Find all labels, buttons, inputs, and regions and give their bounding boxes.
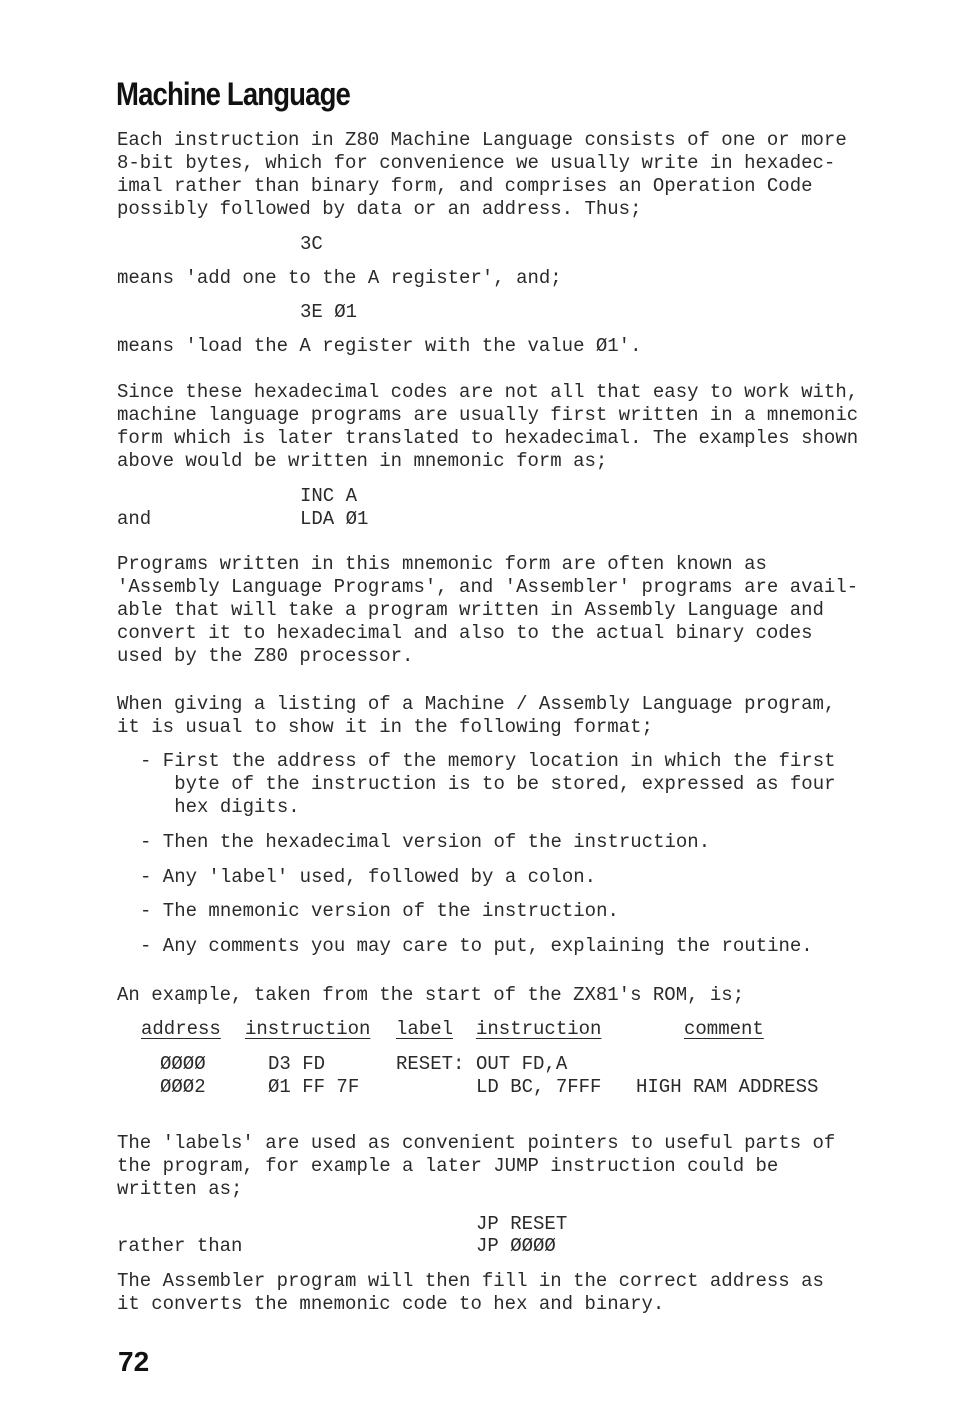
row-hex: D3 FD [268, 1053, 326, 1075]
code-explanation-inc: means 'add one to the A register', and; [117, 267, 562, 289]
listing-format-paragraph: When giving a listing of a Machine / Assembly Language program, it is usual to show it in the following format; [117, 693, 836, 738]
row-address: ØØØØ [160, 1053, 206, 1075]
column-header-address: address [141, 1018, 221, 1040]
code-example-inc: 3C [300, 233, 323, 255]
mnemonic-example-inc: INC A [300, 485, 358, 507]
format-item-mnemonic: - The mnemonic version of the instruction. [140, 900, 619, 922]
page-number: 72 [118, 1346, 150, 1377]
row-mnemonic: LD BC, 7FFF [476, 1076, 602, 1098]
and-label: and [117, 508, 152, 530]
row-label: RESET: [396, 1053, 465, 1075]
intro-paragraph: Each instruction in Z80 Machine Language consists of one or more 8-bit bytes, which for convenience we usually write in hexadec- imal rather than binary form, and comprises an Operation Code possibly followed by data or an address. Thus; [117, 129, 847, 220]
code-example-ld: 3E Ø1 [300, 301, 358, 323]
code-explanation-ld: means 'load the A register with the value Ø1'. [117, 335, 642, 357]
mnemonic-example-ld: LDA Ø1 [300, 508, 369, 530]
column-header-instruction-mnemonic: instruction [476, 1018, 602, 1040]
mnemonic-paragraph: Since these hexadecimal codes are not all that easy to work with, machine language programs are usually first written in a mnemonic form which is later translated to hexadecimal. The examples shown above would be written in mnemonic form as; [117, 381, 859, 472]
example-intro: An example, taken from the start of the ZX81's ROM, is; [117, 984, 745, 1006]
row-hex: Ø1 FF 7F [268, 1076, 360, 1098]
format-item-address: - First the address of the memory location in which the first byte of the instruction is to be stored, expressed as four hex digits. [140, 750, 836, 818]
labels-paragraph: The 'labels' are used as convenient pointers to useful parts of the program, for example a later JUMP instruction could be written as; [117, 1132, 836, 1200]
row-comment: HIGH RAM ADDRESS [636, 1076, 819, 1098]
format-item-hex: - Then the hexadecimal version of the instruction. [140, 831, 711, 853]
jump-example-address: JP ØØØØ [476, 1235, 556, 1257]
column-header-label: label [396, 1018, 454, 1040]
column-header-instruction-hex: instruction [245, 1018, 371, 1040]
column-header-comment: comment [684, 1018, 764, 1040]
assembler-paragraph: Programs written in this mnemonic form are often known as 'Assembly Language Programs', and 'Assembler' programs are avail- able that will take a program written in Assembly Language and convert it to hexadecimal and also to the actual binary codes used by the Z80 processor. [117, 553, 859, 667]
row-address: ØØØ2 [160, 1076, 206, 1098]
jump-example-label: JP RESET [476, 1213, 568, 1235]
row-mnemonic: OUT FD,A [476, 1053, 568, 1075]
closing-paragraph: The Assembler program will then fill in the correct address as it converts the mnemonic code to hex and binary. [117, 1270, 824, 1315]
rather-than-label: rather than [117, 1235, 243, 1257]
format-item-label: - Any 'label' used, followed by a colon. [140, 866, 597, 888]
format-item-comments: - Any comments you may care to put, explaining the routine. [140, 935, 813, 957]
page-title: Machine Language [116, 76, 350, 112]
